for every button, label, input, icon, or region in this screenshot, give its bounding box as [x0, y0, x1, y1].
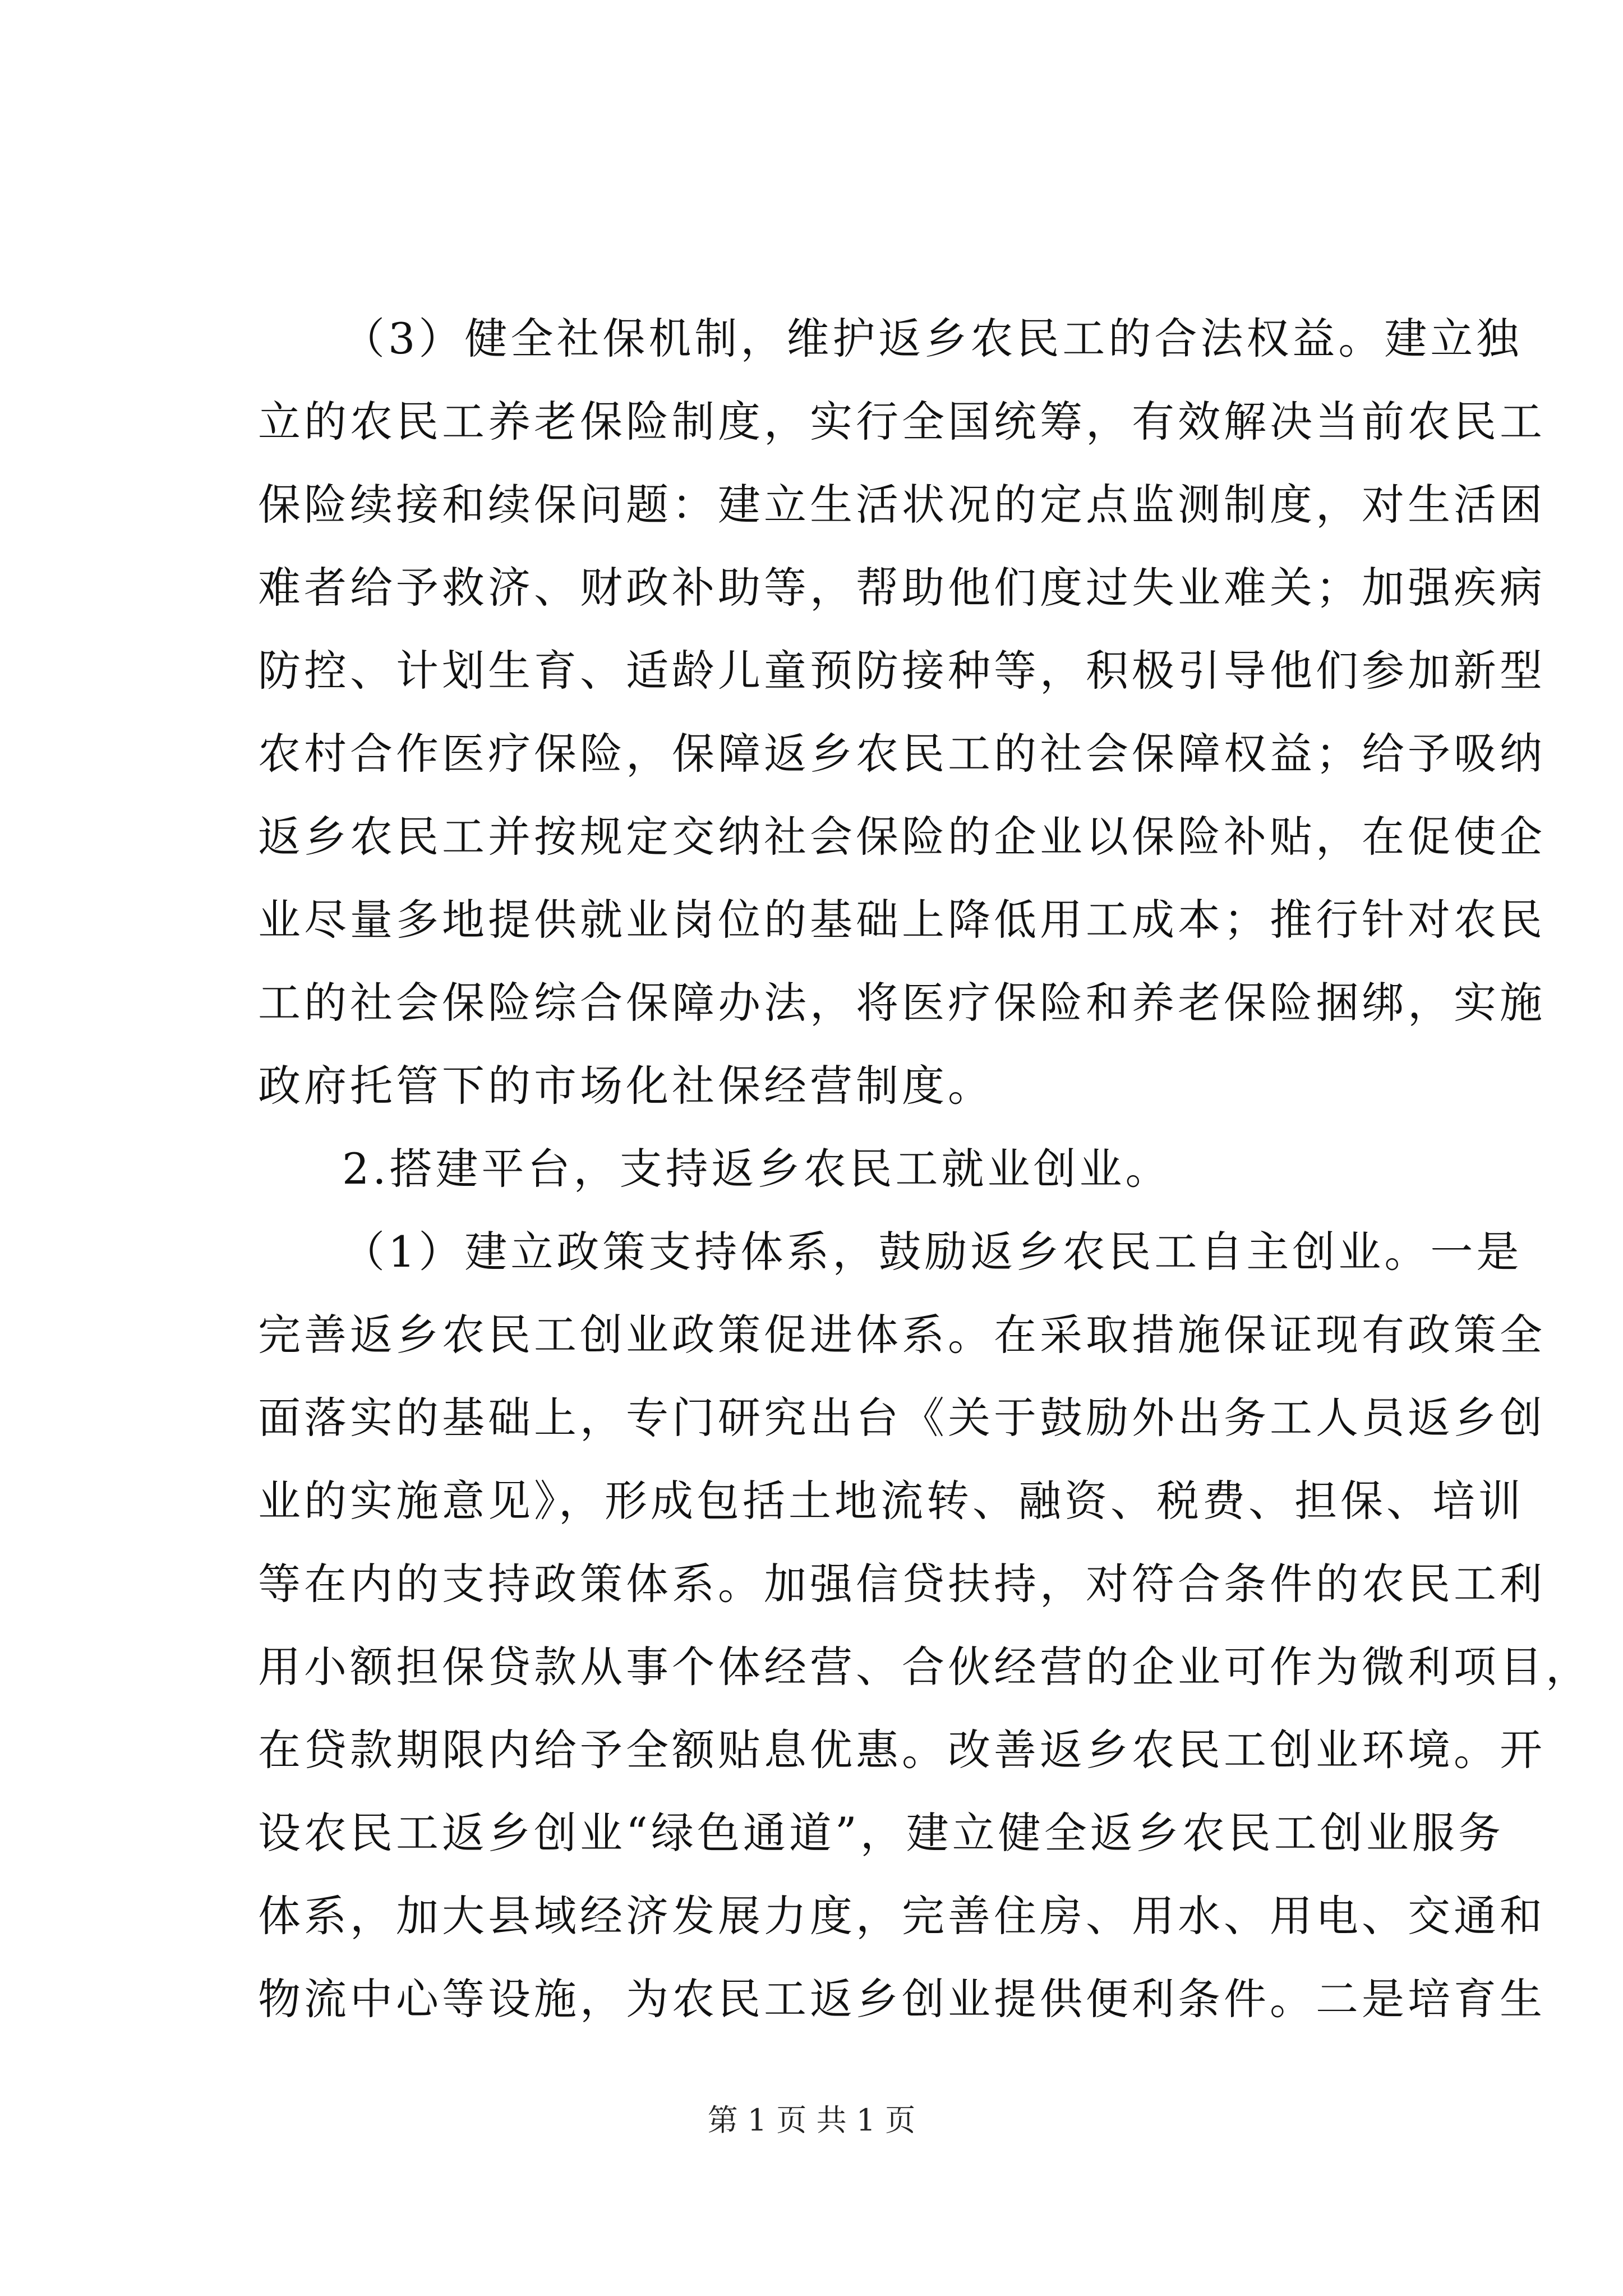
paragraph-line: 政府托管下的市场化社保经营制度。	[258, 1061, 994, 1111]
paragraph-line: 难者给予救济、财政补助等，帮助他们度过失业难关；加强疾病	[258, 563, 1546, 613]
paragraph-line: 保险续接和续保问题：建立生活状况的定点监测制度，对生活困	[258, 480, 1546, 530]
section-heading: 2.搭建平台，支持返乡农民工就业创业。	[342, 1144, 1172, 1194]
paragraph-line: 防控、计划生育、适龄儿童预防接种等，积极引导他们参加新型	[258, 646, 1546, 696]
paragraph-line: 设农民工返乡创业“绿色通道”，建立健全返乡农民工创业服务	[258, 1808, 1504, 1858]
paragraph-line: 面落实的基础上，专门研究出台《关于鼓励外出务工人员返乡创	[258, 1393, 1546, 1443]
paragraph-line: （3）健全社保机制，维护返乡农民工的合法权益。建立独	[342, 314, 1523, 364]
paragraph-line: 返乡农民工并按规定交纳社会保险的企业以保险补贴，在促使企	[258, 812, 1546, 862]
paragraph-line: （1）建立政策支持体系，鼓励返乡农民工自主创业。一是	[342, 1227, 1523, 1277]
paragraph-line: 业的实施意见》，形成包括土地流转、融资、税费、担保、培训	[258, 1476, 1524, 1526]
paragraph-line: 农村合作医疗保险，保障返乡农民工的社会保障权益；给予吸纳	[258, 729, 1546, 779]
paragraph-line: 体系，加大县域经济发展力度，完善住房、用水、用电、交通和	[258, 1891, 1546, 1941]
paragraph-line: 立的农民工养老保险制度，实行全国统筹，有效解决当前农民工	[258, 397, 1546, 447]
paragraph-line: 物流中心等设施，为农民工返乡创业提供便利条件。二是培育生	[258, 1974, 1546, 2024]
paragraph-line: 用小额担保贷款从事个体经营、合伙经营的企业可作为微利项目，	[258, 1642, 1592, 1692]
paragraph-line: 完善返乡农民工创业政策促进体系。在采取措施保证现有政策全	[258, 1310, 1546, 1360]
paragraph-line: 业尽量多地提供就业岗位的基础上降低用工成本；推行针对农民	[258, 895, 1546, 945]
paragraph-line: 工的社会保险综合保障办法，将医疗保险和养老保险捆绑，实施	[258, 978, 1546, 1028]
page-footer: 第 1 页 共 1 页	[707, 2102, 916, 2138]
paragraph-line: 在贷款期限内给予全额贴息优惠。改善返乡农民工创业环境。开	[258, 1725, 1546, 1775]
paragraph-line: 等在内的支持政策体系。加强信贷扶持，对符合条件的农民工利	[258, 1559, 1546, 1609]
document-body	[258, 297, 1592, 2041]
